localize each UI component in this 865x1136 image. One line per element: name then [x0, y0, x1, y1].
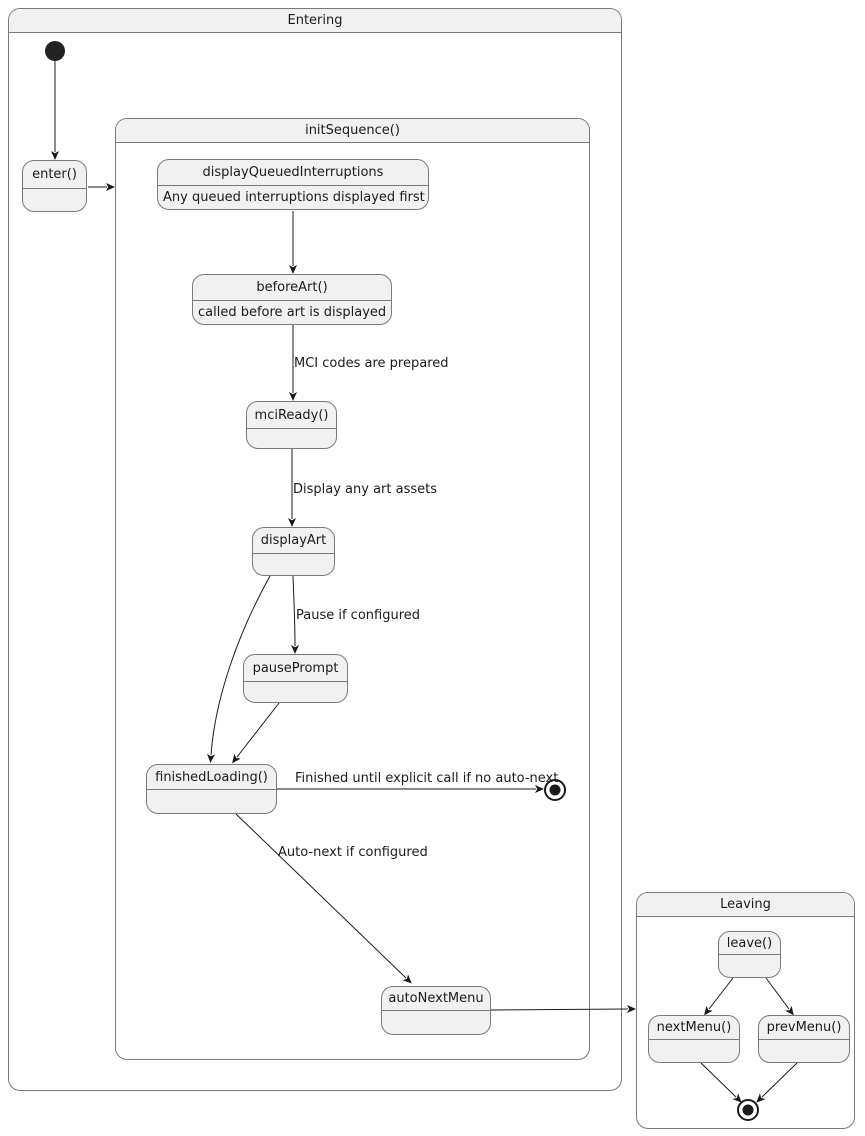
- edge-label-display-assets: Display any art assets: [293, 482, 438, 497]
- edge-label-auto-next: Auto-next if configured: [278, 845, 428, 860]
- state-display-queued-interruptions-body: Any queued interruptions displayed first: [163, 190, 425, 205]
- state-pause-prompt: [243, 654, 348, 703]
- state-leave: [718, 931, 781, 978]
- state-before-art: [192, 274, 392, 325]
- state-next-menu-title: nextMenu(): [649, 1016, 739, 1040]
- edge-prev-menu-to-final: [762, 1063, 797, 1097]
- edge-leave-to-next-menu: [709, 978, 733, 1009]
- composite-state-entering-title: Entering: [9, 9, 621, 33]
- state-display-art-body: [253, 554, 334, 575]
- edge-next-menu-to-final: [701, 1063, 736, 1097]
- edge-auto-next-menu-to-leaving: [491, 1009, 628, 1010]
- state-mci-ready: [246, 401, 337, 449]
- state-display-queued-interruptions-title: displayQueuedInterruptions: [158, 160, 428, 186]
- composite-state-init-sequence-title: initSequence(): [116, 119, 589, 143]
- state-finished-loading-title: finishedLoading(): [147, 765, 276, 790]
- state-finished-loading-body: [147, 790, 276, 813]
- state-finished-loading: [146, 764, 277, 814]
- state-display-art-title: displayArt: [253, 528, 334, 554]
- state-enter-body: [23, 189, 86, 211]
- state-mci-ready-title: mciReady(): [247, 402, 336, 429]
- edge-pause-prompt-to-finished-loading: [237, 703, 279, 757]
- state-pause-prompt-title: pausePrompt: [244, 655, 347, 682]
- edge-finished-loading-to-auto-next-menu: [236, 814, 406, 978]
- state-auto-next-menu: [381, 986, 491, 1035]
- initial-state: [45, 41, 65, 61]
- state-prev-menu: [758, 1015, 850, 1063]
- state-enter: [22, 160, 87, 212]
- state-pause-prompt-body: [244, 682, 347, 702]
- state-enter-title: enter(): [23, 161, 86, 189]
- state-before-art-body: called before art is displayed: [198, 305, 387, 320]
- edge-label-finished-until: Finished until explicit call if no auto-next: [295, 771, 559, 786]
- edge-label-pause-if-configured: Pause if configured: [296, 608, 421, 623]
- state-prev-menu-body: [759, 1040, 849, 1062]
- edge-label-mci-codes: MCI codes are prepared: [294, 356, 449, 371]
- state-mci-ready-body: [247, 429, 336, 448]
- composite-state-leaving-title: Leaving: [637, 893, 854, 917]
- edge-display-art-to-pause-prompt: [293, 576, 295, 646]
- state-auto-next-menu-title: autoNextMenu: [382, 987, 490, 1011]
- edge-leave-to-prev-menu: [766, 978, 789, 1009]
- state-leave-body: [719, 955, 780, 977]
- state-leave-title: leave(): [719, 932, 780, 955]
- state-display-art: [252, 527, 335, 576]
- state-auto-next-menu-body: [382, 1011, 490, 1034]
- final-state-leaving: [738, 1100, 758, 1120]
- state-display-queued-interruptions: [157, 159, 429, 210]
- state-before-art-title: beforeArt(): [193, 275, 391, 301]
- state-prev-menu-title: prevMenu(): [759, 1016, 849, 1040]
- state-next-menu-body: [649, 1040, 739, 1062]
- state-next-menu: [648, 1015, 740, 1063]
